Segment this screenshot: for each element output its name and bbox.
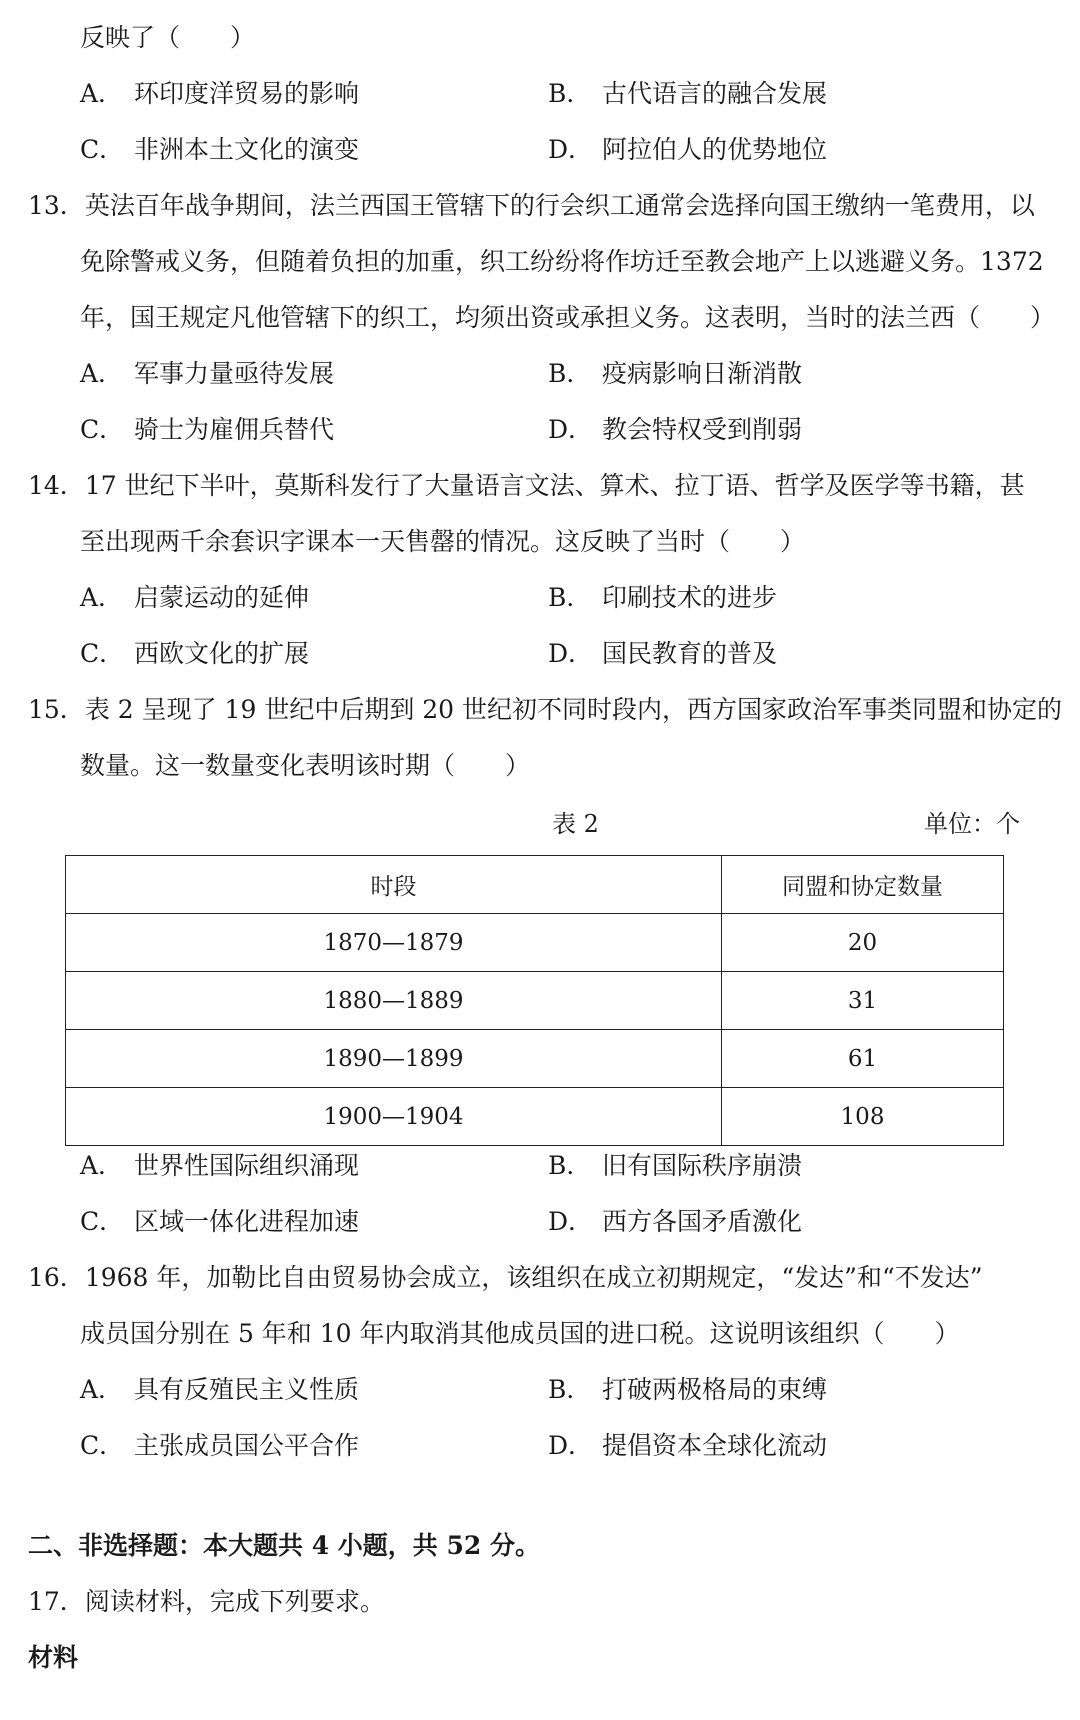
- q13-number: 13．: [28, 191, 85, 220]
- table-header-period: 时段: [66, 856, 722, 914]
- table-row: [66, 1088, 1004, 1146]
- q16-number: 16．: [28, 1263, 85, 1292]
- table-cell-count: 31: [722, 972, 1004, 1030]
- q16-stem-line-1: 16．1968 年，加勒比自由贸易协会成立，该组织在成立初期规定，“发达”和“不发达”: [28, 1263, 983, 1292]
- table-unit: 单位：个: [924, 810, 1020, 838]
- q16-stem-line-2: 成员国分别在 5 年和 10 年内取消其他成员国的进口税。这说明该组织（ ）: [80, 1319, 960, 1348]
- q15-number: 15．: [28, 695, 85, 724]
- q16-option-d: D． 提倡资本全球化流动: [548, 1431, 828, 1460]
- table-header-count: 同盟和协定数量: [722, 856, 1004, 914]
- table-cell-period: 1890—1899: [66, 1030, 722, 1088]
- q13-stem-line-2: 免除警戒义务，但随着负担的加重，织工纷纷将作坊迁至教会地产上以逃避义务。1372: [80, 247, 1044, 276]
- q16-option-a: A． 具有反殖民主义性质: [80, 1375, 360, 1404]
- q14-option-b: B． 印刷技术的进步: [548, 583, 778, 612]
- q17-number: 17．: [28, 1587, 85, 1616]
- q14-option-c: C． 西欧文化的扩展: [80, 639, 310, 668]
- q13-option-b: B． 疫病影响日渐消散: [548, 359, 803, 388]
- material-label: 材料: [28, 1643, 79, 1672]
- q15-option-a: A． 世界性国际组织涌现: [80, 1151, 360, 1180]
- table-cell-count: 108: [722, 1088, 1004, 1146]
- q17-stem: 17．阅读材料，完成下列要求。: [28, 1587, 385, 1616]
- q12-option-b: B． 古代语言的融合发展: [548, 79, 828, 108]
- table-row: [66, 972, 1004, 1030]
- q13-option-c: C． 骑士为雇佣兵替代: [80, 415, 335, 444]
- q12-option-a: A． 环印度洋贸易的影响: [80, 79, 360, 108]
- q12-option-c: C． 非洲本土文化的演变: [80, 135, 360, 164]
- q14-option-d: D． 国民教育的普及: [548, 639, 778, 668]
- table-cell-period: 1880—1889: [66, 972, 722, 1030]
- q13-stem-line-1: 13．英法百年战争期间，法兰西国王管辖下的行会织工通常会选择向国王缴纳一笔费用，以: [28, 191, 1035, 220]
- q14-number: 14．: [28, 471, 85, 500]
- q13-option-a: A． 军事力量亟待发展: [80, 359, 335, 388]
- q16-option-b: B． 打破两极格局的束缚: [548, 1375, 828, 1404]
- table-cell-count: 20: [722, 914, 1004, 972]
- table-cell-period: 1870—1879: [66, 914, 722, 972]
- table-cell-period: 1900—1904: [66, 1088, 722, 1146]
- q15-stem-line-2: 数量。这一数量变化表明该时期（ ）: [80, 751, 531, 780]
- table-header-row: [66, 856, 1004, 914]
- table-cell-count: 61: [722, 1030, 1004, 1088]
- section-heading: 二、非选择题：本大题共 4 小题，共 52 分。: [28, 1531, 541, 1560]
- q14-option-a: A． 启蒙运动的延伸: [80, 583, 310, 612]
- q16-option-c: C． 主张成员国公平合作: [80, 1431, 360, 1460]
- table-row: [66, 914, 1004, 972]
- data-table: [65, 855, 1004, 1146]
- q14-stem-line-1: 14．17 世纪下半叶，莫斯科发行了大量语言文法、算术、拉丁语、哲学及医学等书籍，甚: [28, 471, 1025, 500]
- q14-stem-line-2: 至出现两千余套识字课本一天售罄的情况。这反映了当时（ ）: [80, 527, 806, 556]
- q15-option-d: D． 西方各国矛盾激化: [548, 1207, 803, 1236]
- q12-stem-tail: 反映了（ ）: [80, 23, 256, 52]
- q13-option-d: D． 教会特权受到削弱: [548, 415, 803, 444]
- q15-stem-line-1: 15．表 2 呈现了 19 世纪中后期到 20 世纪初不同时段内，西方国家政治军事类同盟和协定的: [28, 695, 1063, 724]
- q12-option-d: D． 阿拉伯人的优势地位: [548, 135, 828, 164]
- q15-option-c: C． 区域一体化进程加速: [80, 1207, 360, 1236]
- table-caption: 表 2: [552, 810, 599, 838]
- table-row: [66, 1030, 1004, 1088]
- q15-option-b: B． 旧有国际秩序崩溃: [548, 1151, 803, 1180]
- q13-stem-line-3: 年，国王规定凡他管辖下的织工，均须出资或承担义务。这表明，当时的法兰西（ ）: [80, 303, 1056, 332]
